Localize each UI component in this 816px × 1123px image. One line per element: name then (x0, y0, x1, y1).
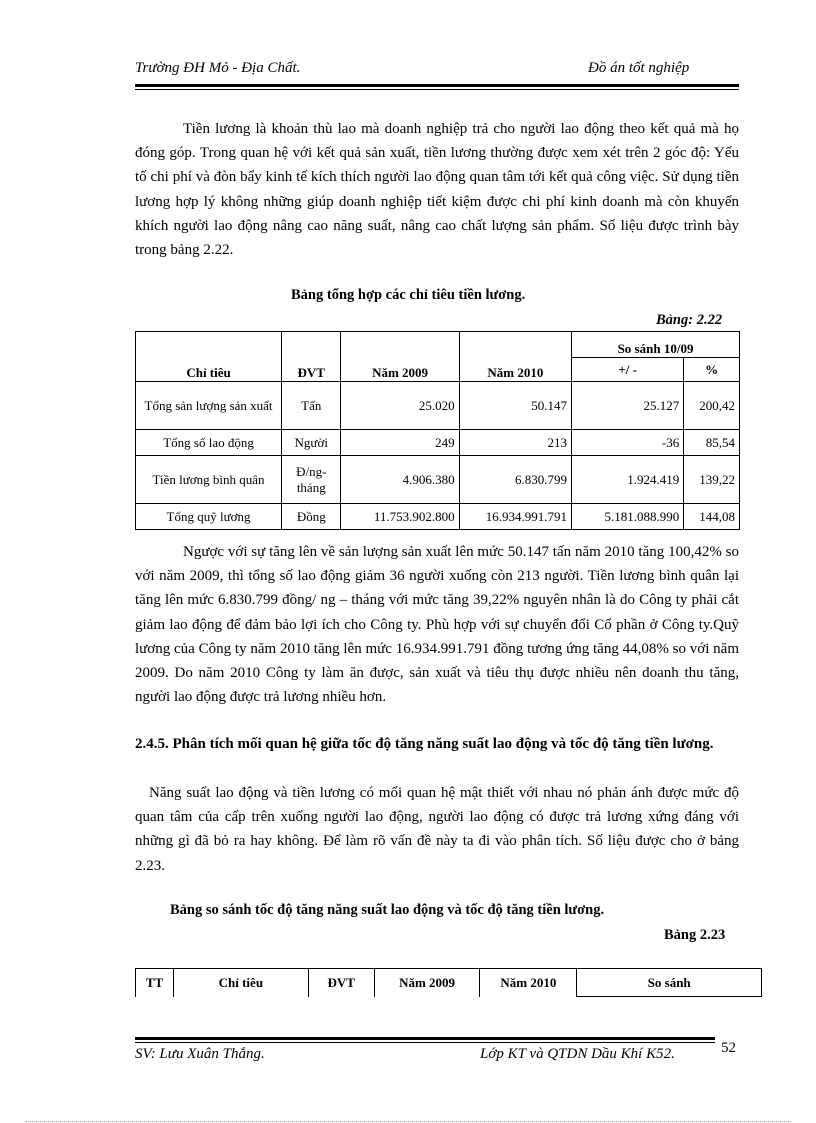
table-row (136, 504, 740, 530)
table1-cell-2010: 50.147 (459, 382, 571, 430)
table1-cell-unit: Tấn (282, 382, 341, 430)
table1-header-indicator: Chỉ tiêu (136, 332, 282, 382)
table1-header-pct: % (684, 358, 740, 382)
table1-cell-diff: 1.924.419 (572, 456, 684, 504)
table2-header-indicator: Chỉ tiêu (173, 969, 308, 997)
footer-rule-thick (135, 1037, 715, 1040)
table1-title: Bảng tổng hợp các chỉ tiêu tiền lương. (291, 287, 526, 303)
table2-header-2010: Năm 2010 (480, 969, 577, 997)
table2-header-unit: ĐVT (308, 969, 374, 997)
footer-class: Lớp KT và QTDN Dầu Khí K52. (480, 1046, 675, 1062)
page-number: 52 (721, 1040, 736, 1056)
header-doc-type: Đồ án tốt nghiệp (588, 60, 690, 76)
table1-cell-2009: 4.906.380 (341, 456, 459, 504)
table1-cell-2009: 249 (341, 430, 459, 456)
intro-paragraph-block (135, 117, 739, 262)
table1-cell-2009: 25.020 (341, 382, 459, 430)
table1-header-unit: ĐVT (282, 332, 341, 382)
table1-cell-unit: Đ/ng-tháng (282, 456, 341, 504)
table2-header-tt: TT (136, 969, 174, 997)
table1-cell-unit: Người (282, 430, 341, 456)
table1-header-2009: Năm 2009 (341, 332, 459, 382)
footer-student: SV: Lưu Xuân Thắng. (135, 1046, 265, 1062)
table1-cell-indicator: Tổng quỹ lương (136, 504, 282, 530)
table1-cell-2010: 213 (459, 430, 571, 456)
table1-cell-unit: Đồng (282, 504, 341, 530)
table1 (135, 331, 740, 530)
header-school: Trường ĐH Mỏ - Địa Chất. (135, 60, 301, 76)
header-rule-thick (135, 84, 739, 87)
bottom-dotted-line (25, 1121, 791, 1122)
table1-cell-pct: 144,08 (684, 504, 740, 530)
table1-cell-indicator: Tổng sản lượng sản xuất (136, 382, 282, 430)
table1-cell-diff: 25.127 (572, 382, 684, 430)
table1-header-2010: Năm 2010 (459, 332, 571, 382)
table1-cell-diff: -36 (572, 430, 684, 456)
table-row (136, 456, 740, 504)
table-row (136, 382, 740, 430)
table1-cell-indicator: Tiền lương bình quân (136, 456, 282, 504)
table1-cell-2010: 16.934.991.791 (459, 504, 571, 530)
table1-cell-indicator: Tổng số lao động (136, 430, 282, 456)
header-rule-thin (135, 89, 739, 90)
table2-label: Bảng 2.23 (664, 927, 726, 943)
table2 (135, 968, 762, 997)
analysis-paragraph-block (135, 540, 739, 709)
intro-paragraph: Tiền lương là khoản thù lao mà doanh nghiệp trả cho người lao động theo kết quả mà họ đóng góp. Trong quan hệ với kết quả sản xuất, tiền lương thường được xem xét trên 2 góc độ: Yếu tố chi phí và đòn bẩy kinh tế kích thích người lao động quan tâm tới kết quả công việc. Sử dụng tiền lương hợp lý không những giúp doanh nghiệp tiết kiệm được chi phí kinh doanh mà còn khuyến khích người lao động nâng cao năng suất, nâng cao chất lượng sản phẩm. Số liệu được trình bày trong bảng 2.22. (135, 121, 739, 259)
table1-header-compare: So sánh 10/09 (572, 332, 740, 358)
table-row (136, 430, 740, 456)
footer-rule-thin (135, 1042, 715, 1043)
table1-cell-pct: 139,22 (684, 456, 740, 504)
table1-cell-2010: 6.830.799 (459, 456, 571, 504)
section-heading: 2.4.5. Phân tích mối quan hệ giữa tốc độ tăng năng suất lao động và tốc độ tăng tiền lương. (135, 736, 714, 752)
table1-cell-2009: 11.753.902.800 (341, 504, 459, 530)
section-paragraph-block (135, 781, 739, 878)
table1-cell-pct: 85,54 (684, 430, 740, 456)
table1-header-diff: +/ - (572, 358, 684, 382)
table1-cell-pct: 200,42 (684, 382, 740, 430)
section-paragraph: Năng suất lao động và tiền lương có mối quan hệ mật thiết với nhau nó phản ánh được mức độ quan tâm của cấp trên xuống người lao động, người lao động có được trả lương xứng đáng với những gì đã bỏ ra hay không. Để làm rõ vấn đề này ta đi vào phân tích. Số liệu được cho ở bảng 2.23. (135, 785, 739, 874)
analysis-paragraph: Ngược với sự tăng lên về sản lượng sản xuất lên mức 50.147 tấn năm 2010 tăng 100,42% so với năm 2009, thì tổng số lao động giảm 36 người xuống còn 213 người. Tiền lương bình quân lại tăng lên mức 6.830.799 đồng/ ng – tháng với mức tăng 39,22% nguyên nhân là do Công ty phải cắt giảm lao động để đảm bảo lợi ích cho Công ty. Phù hợp với sự chuyển đổi Cổ phần ở Công ty.Quỹ lương của Công ty năm 2010 tăng lên mức 16.934.991.791 đồng tương ứng tăng 44,08% so với năm 2009. Do năm 2010 Công ty làm ăn được, sản xuất và tiêu thụ được nhiều nên doanh thu tăng, người lao động được trả lương nhiều hơn. (135, 544, 739, 706)
table2-header-2009: Năm 2009 (374, 969, 480, 997)
table1-cell-diff: 5.181.088.990 (572, 504, 684, 530)
table2-header-compare: So sánh (577, 969, 762, 997)
table2-title: Bảng so sánh tốc độ tăng năng suất lao động và tốc độ tăng tiền lương. (170, 902, 605, 918)
table1-label: Bảng: 2.22 (656, 312, 723, 328)
